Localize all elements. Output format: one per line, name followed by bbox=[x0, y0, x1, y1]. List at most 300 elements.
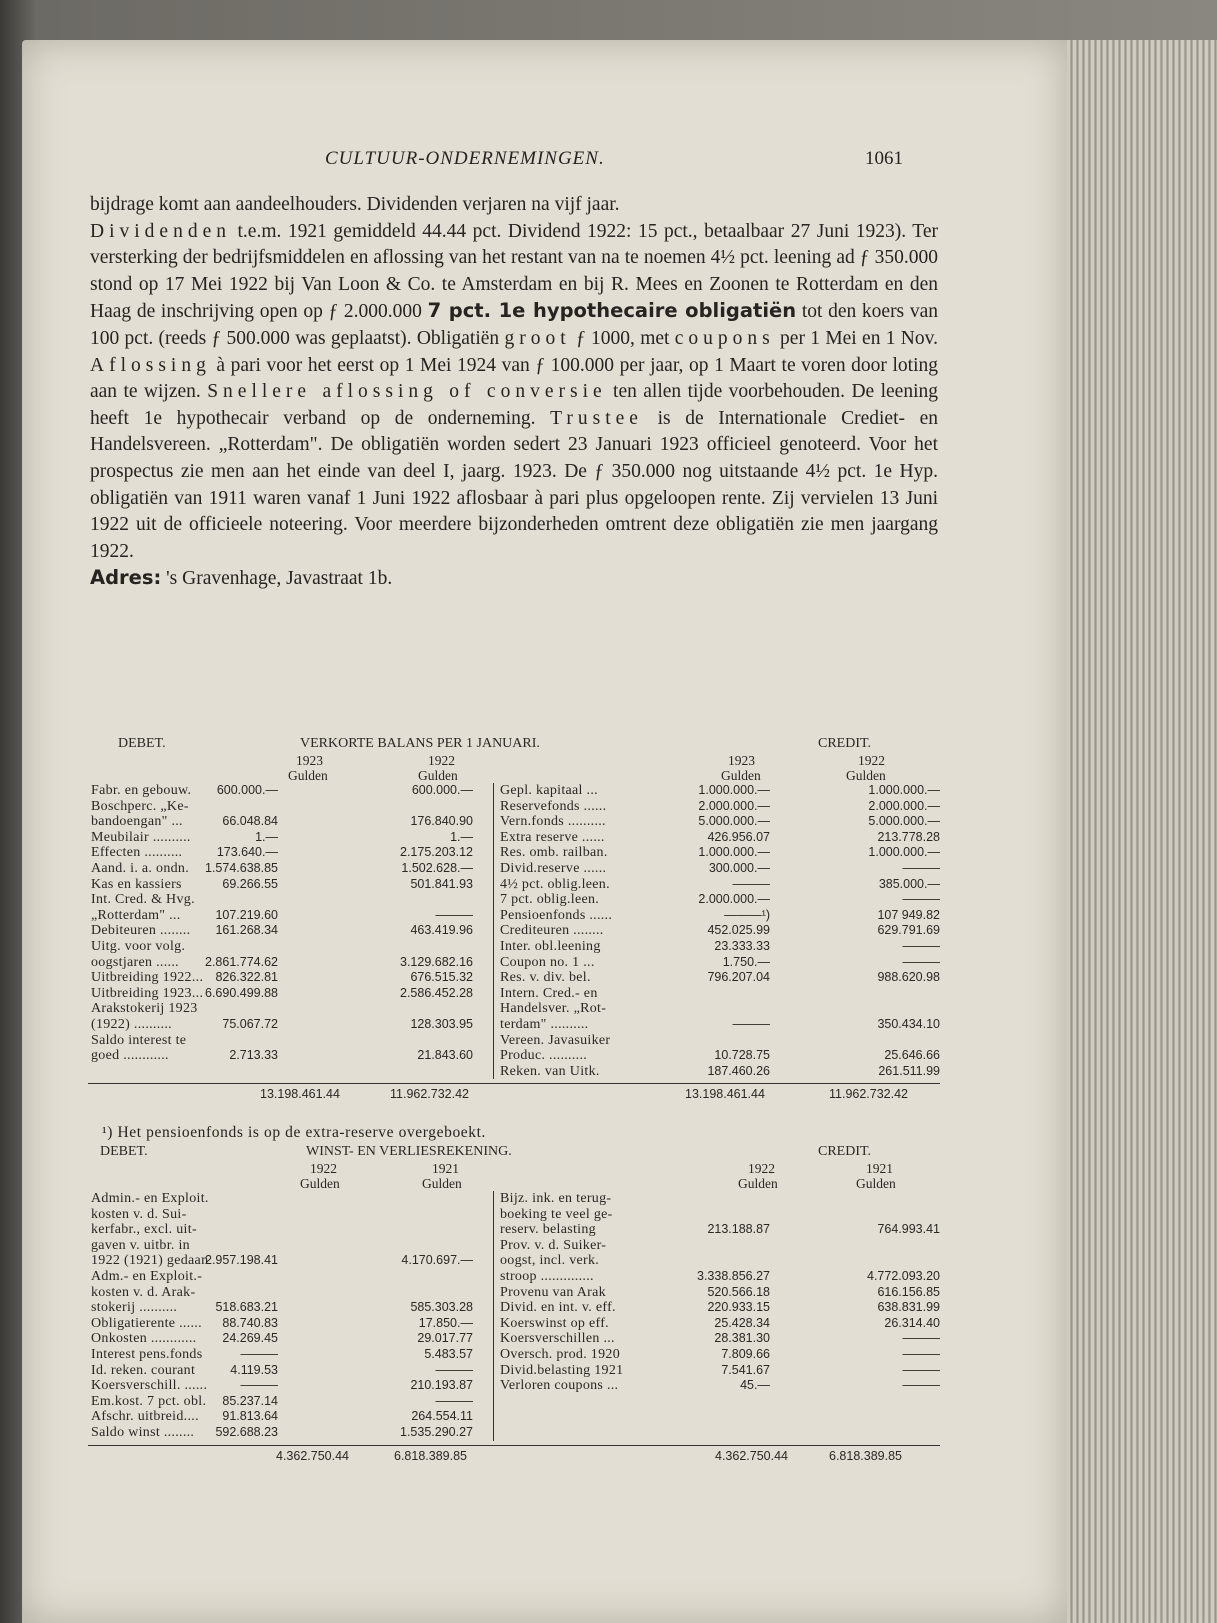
row-value-previous: ——— bbox=[902, 1331, 940, 1346]
unit-col: Gulden bbox=[288, 768, 328, 783]
table-row bbox=[88, 1347, 493, 1363]
table-row bbox=[494, 1238, 940, 1254]
row-label: Debiteuren ........ bbox=[91, 923, 191, 939]
pl-year-row bbox=[88, 1161, 940, 1176]
table-row bbox=[494, 939, 940, 955]
row-value-previous: 210.193.87 bbox=[410, 1378, 473, 1393]
row-value-current: ——— bbox=[732, 876, 770, 891]
row-value-previous: 764.993.41 bbox=[877, 1222, 940, 1237]
row-value-current: 3.338.856.27 bbox=[697, 1268, 770, 1283]
row-value-current: 2.861.774.62 bbox=[205, 954, 278, 969]
row-label: Meubilair .......... bbox=[91, 829, 191, 845]
pl-header bbox=[88, 1144, 940, 1161]
balance-debet-side bbox=[88, 783, 494, 1079]
pl-unit-row bbox=[88, 1176, 940, 1191]
row-value-current: ——— bbox=[732, 1016, 770, 1031]
row-label: Vern.fonds .......... bbox=[500, 814, 606, 830]
row-label: Fabr. en gebouw. bbox=[91, 783, 192, 798]
row-value-previous: 29.017.77 bbox=[417, 1331, 473, 1346]
unit-col: Gulden bbox=[856, 1176, 896, 1191]
row-value-previous: 26.314.40 bbox=[884, 1315, 940, 1330]
table-row bbox=[88, 877, 493, 893]
row-value-current: 5.000.000.— bbox=[698, 814, 770, 829]
table-row bbox=[88, 1033, 493, 1049]
row-value-current: 2.713.33 bbox=[229, 1048, 278, 1063]
row-label: Int. Cred. & Hvg. bbox=[91, 892, 195, 908]
row-label: Admin.- en Exploit. bbox=[91, 1191, 209, 1206]
row-value-previous: ——— bbox=[902, 1362, 940, 1377]
table-row bbox=[88, 908, 493, 924]
row-value-previous: 17.850.— bbox=[418, 1315, 473, 1330]
row-value-current: 91.813.64 bbox=[222, 1409, 278, 1424]
row-label: oogstjaren ...... bbox=[91, 954, 179, 970]
balance-totals bbox=[88, 1083, 940, 1102]
row-value-previous: 1.000.000.— bbox=[868, 845, 940, 860]
row-label: 4½ pct. oblig.leen. bbox=[500, 876, 610, 892]
row-value-previous: ——— bbox=[902, 1346, 940, 1361]
row-value-previous: ——— bbox=[435, 907, 473, 922]
balance-total: 11.962.732.42 bbox=[829, 1087, 909, 1102]
row-value-current: 10.728.75 bbox=[714, 1048, 770, 1063]
row-value-previous: ——— bbox=[435, 1393, 473, 1408]
text-run: à pari voor het eerst op 1 Mei 1924 van ƒ 100.000 per jaar, op 1 Maart te voren door loting aan te wijzen. bbox=[90, 354, 938, 403]
row-label: Boschperc. „Ke- bbox=[91, 798, 189, 814]
row-value-current: 1.000.000.— bbox=[698, 783, 770, 797]
paragraph-2 bbox=[90, 219, 938, 566]
paragraph-1-text: bijdrage komt aan aandeelhouders. Dividenden verjaren na vijf jaar. bbox=[90, 194, 620, 215]
row-value-previous: 988.620.98 bbox=[877, 970, 940, 985]
unit-col: Gulden bbox=[422, 1176, 462, 1191]
row-label: kerfabr., excl. uit- bbox=[91, 1222, 197, 1238]
row-value-previous: ——— bbox=[902, 954, 940, 969]
table-row bbox=[88, 1363, 493, 1379]
row-value-previous: 501.841.93 bbox=[410, 876, 473, 891]
balance-debet-label: DEBET. bbox=[118, 736, 166, 751]
text-run: ƒ 1000, met bbox=[570, 327, 675, 349]
table-row bbox=[494, 1253, 940, 1269]
address-value: 's Gravenhage, Javastraat 1b. bbox=[161, 568, 393, 590]
table-row bbox=[88, 799, 493, 815]
row-label: stroop .............. bbox=[500, 1268, 594, 1284]
pl-debet-label: DEBET. bbox=[100, 1144, 148, 1159]
table-row bbox=[494, 1394, 940, 1410]
row-label: Id. reken. courant bbox=[91, 1362, 196, 1378]
table-row bbox=[494, 1001, 940, 1017]
row-value-previous: 616.156.85 bbox=[877, 1284, 940, 1299]
table-row bbox=[88, 1300, 493, 1316]
table-row bbox=[494, 1191, 940, 1207]
profit-loss-account bbox=[88, 1144, 940, 1464]
table-row bbox=[494, 1378, 940, 1394]
row-label: Gepl. kapitaal ... bbox=[500, 783, 598, 798]
row-label: boeking te veel ge- bbox=[500, 1206, 613, 1222]
row-label: Pensioenfonds ...... bbox=[500, 907, 613, 923]
pl-totals bbox=[88, 1445, 940, 1464]
pl-total: 6.818.389.85 bbox=[829, 1448, 902, 1463]
row-value-current: 187.460.26 bbox=[707, 1063, 770, 1078]
row-value-previous: ——— bbox=[435, 1362, 473, 1377]
table-row bbox=[88, 1191, 493, 1207]
text-run: t.e.m. 1921 gemiddeld 44.44 pct. Dividend 1922: 15 pct., betaalbaar 27 Juni 1923). Ter versterking der bedrijfsmiddelen en aflossing van het restant van na te noemen 4½ pct. leening ad ƒ 350.000 stond op 17 Mei 1922 bij Van Loon & Co. te Amsterdam en bij R. Mees en Zoonen te Rotterdam en den Haag de inschrijving open op ƒ 2.000.000 bbox=[90, 220, 938, 323]
row-value-previous: ——— bbox=[902, 892, 940, 907]
row-value-previous: 3.129.682.16 bbox=[400, 954, 473, 969]
row-label: gaven v. uitbr. in bbox=[91, 1237, 190, 1253]
paragraph-1 bbox=[90, 192, 938, 219]
unit-col: Gulden bbox=[846, 768, 886, 783]
balance-total: 13.198.461.44 bbox=[685, 1087, 765, 1102]
row-value-current: 300.000.— bbox=[708, 860, 770, 875]
row-value-previous: 1.000.000.— bbox=[868, 783, 940, 797]
table-row bbox=[494, 986, 940, 1002]
text-run: ten allen tijde voorbehouden. De leening heeft 1e hypothecair verband op de onderneming. bbox=[90, 381, 938, 429]
table-row bbox=[88, 1238, 493, 1254]
row-label: Reservefonds ...... bbox=[500, 798, 607, 814]
balance-credit-side bbox=[494, 783, 940, 1079]
table-row bbox=[494, 955, 940, 971]
year-col: 1921 bbox=[866, 1161, 893, 1176]
row-value-current: 2.957.198.41 bbox=[205, 1253, 278, 1268]
unit-col: Gulden bbox=[721, 768, 761, 783]
row-label: Uitbreiding 1923... bbox=[91, 985, 204, 1001]
table-row bbox=[88, 861, 493, 877]
table-row bbox=[88, 1316, 493, 1332]
table-row bbox=[88, 1048, 493, 1064]
row-value-current: 7.809.66 bbox=[721, 1346, 770, 1361]
row-value-current: 173.640.— bbox=[216, 845, 278, 860]
row-label: Kas en kassiers bbox=[91, 876, 182, 892]
row-value-previous: 5.000.000.— bbox=[868, 814, 940, 829]
row-value-current: 25.428.34 bbox=[714, 1315, 770, 1330]
row-label: „Rotterdam" ... bbox=[91, 907, 181, 923]
row-label: terdam" .......... bbox=[500, 1016, 589, 1032]
row-value-previous: 213.778.28 bbox=[877, 829, 940, 844]
page-edges bbox=[1067, 40, 1217, 1623]
row-label: Koerswinst op eff. bbox=[500, 1315, 609, 1331]
table-row bbox=[88, 1222, 493, 1238]
row-value-current: 4.119.53 bbox=[230, 1362, 278, 1377]
table-row bbox=[494, 1207, 940, 1223]
unit-col: Gulden bbox=[738, 1176, 778, 1191]
row-label: bandoengan" ... bbox=[91, 814, 183, 830]
table-row bbox=[88, 783, 493, 799]
table-row bbox=[88, 970, 493, 986]
spaced-snellere: Snellere aflossing of conversie bbox=[207, 381, 607, 403]
year-col: 1922 bbox=[748, 1161, 775, 1176]
row-label: Uitbreiding 1922... bbox=[91, 970, 204, 986]
year-col: 1923 bbox=[728, 753, 755, 768]
row-value-current: 1.750.— bbox=[722, 954, 770, 969]
table-row bbox=[494, 1033, 940, 1049]
row-label: Produc. .......... bbox=[500, 1048, 588, 1064]
table-row bbox=[494, 892, 940, 908]
spaced-aflossing: Aflossing bbox=[90, 354, 211, 376]
table-row bbox=[88, 1207, 493, 1223]
row-label: Res. omb. railban. bbox=[500, 845, 608, 861]
balance-header bbox=[88, 736, 940, 753]
table-row bbox=[494, 1048, 940, 1064]
row-value-current: 1.000.000.— bbox=[698, 845, 770, 860]
section-title: CULTUUR-ONDERNEMINGEN. bbox=[325, 148, 605, 169]
pl-total: 6.818.389.85 bbox=[394, 1448, 467, 1463]
row-value-current: 426.956.07 bbox=[707, 829, 770, 844]
row-value-current: 23.333.33 bbox=[714, 938, 770, 953]
row-value-previous: 1.502.628.— bbox=[401, 860, 473, 875]
year-col: 1922 bbox=[310, 1161, 337, 1176]
row-value-previous: 2.586.452.28 bbox=[400, 985, 473, 1000]
year-col: 1923 bbox=[296, 753, 323, 768]
body-text bbox=[90, 192, 938, 593]
row-label: Aand. i. a. ondn. bbox=[91, 860, 190, 876]
row-label: stokerij .......... bbox=[91, 1300, 178, 1316]
table-row bbox=[494, 1425, 940, 1441]
row-value-current: 826.322.81 bbox=[215, 970, 278, 985]
row-value-current: 28.381.30 bbox=[714, 1331, 770, 1346]
row-value-current: 7.541.67 bbox=[721, 1362, 770, 1377]
row-label: Obligatierente ...... bbox=[91, 1315, 202, 1331]
row-label: Onkosten ............ bbox=[91, 1331, 197, 1347]
row-value-previous: 128.303.95 bbox=[410, 1016, 473, 1031]
table-row bbox=[494, 1300, 940, 1316]
row-value-previous: 176.840.90 bbox=[410, 814, 473, 829]
row-label: Effecten .......... bbox=[91, 845, 183, 861]
row-label: Verloren coupons ... bbox=[500, 1378, 619, 1394]
row-value-current: 220.933.15 bbox=[707, 1300, 770, 1315]
table-row bbox=[494, 814, 940, 830]
row-value-current: ——— bbox=[240, 1378, 278, 1393]
table-row bbox=[494, 830, 940, 846]
row-value-previous: 4.170.697.— bbox=[401, 1253, 473, 1268]
table-row bbox=[494, 1316, 940, 1332]
address-line bbox=[90, 565, 938, 593]
unit-col: Gulden bbox=[300, 1176, 340, 1191]
balance-year-row bbox=[88, 753, 940, 768]
table-row bbox=[88, 955, 493, 971]
table-row bbox=[88, 892, 493, 908]
row-value-previous: ——— bbox=[902, 860, 940, 875]
balance-total: 11.962.732.42 bbox=[390, 1087, 470, 1102]
row-value-current: 592.688.23 bbox=[215, 1424, 278, 1439]
spaced-groot: groot bbox=[504, 327, 571, 349]
address-label: Adres: bbox=[90, 566, 162, 590]
row-label: Coupon no. 1 ... bbox=[500, 954, 595, 970]
row-value-current: 213.188.87 bbox=[707, 1222, 770, 1237]
text-run: is de Internationale Crediet- en Handelsvereen. „Rotterdam". De obligatiën worden sedert 23 Januari 1923 officieel genoteerd. Voor het prospectus zie men aan het einde van deel I, jaarg. 1923. De ƒ 350.000 nog uitstaande 4½ pct. 1e Hyp. obligatiën van 1911 waren vanaf 1 Juni 1922 aflosbaar à pari plus opgeloopen rente. Zij vervielen 13 Juni 1922 uit de officieele noteering. Voor meerdere bijzonderheden omtrent deze obligatiën zie men jaargang 1922. bbox=[90, 407, 938, 562]
row-label: Prov. v. d. Suiker- bbox=[500, 1237, 607, 1253]
row-value-previous: 25.646.66 bbox=[884, 1048, 940, 1063]
row-label: Vereen. Javasuiker bbox=[500, 1032, 611, 1048]
row-value-previous: 1.535.290.27 bbox=[400, 1424, 473, 1439]
balance-credit-label: CREDIT. bbox=[818, 736, 872, 751]
table-row bbox=[494, 799, 940, 815]
table-row bbox=[88, 1269, 493, 1285]
row-label: Saldo winst ........ bbox=[91, 1424, 195, 1440]
row-label: Koersverschill. ...... bbox=[91, 1378, 208, 1394]
row-value-previous: 107 949.82 bbox=[877, 907, 940, 922]
unit-col: Gulden bbox=[418, 768, 458, 783]
spaced-coupons: coupons bbox=[674, 327, 775, 349]
row-label: (1922) .......... bbox=[91, 1016, 172, 1032]
year-col: 1921 bbox=[432, 1161, 459, 1176]
table-row bbox=[494, 1064, 940, 1080]
text-run: tot den koers van 100 pct. (reeds ƒ 500.000 was geplaatst). Obligatiën bbox=[90, 301, 938, 349]
row-label: Interest pens.fonds bbox=[91, 1346, 203, 1362]
row-value-current: 520.566.18 bbox=[707, 1284, 770, 1299]
row-value-current: 161.268.34 bbox=[215, 923, 278, 938]
row-value-current: 2.000.000.— bbox=[698, 892, 770, 907]
pl-debet-side bbox=[88, 1191, 494, 1441]
row-value-previous: 261.511.99 bbox=[878, 1063, 940, 1078]
row-label: Reken. van Uitk. bbox=[500, 1063, 600, 1079]
table-row bbox=[88, 1394, 493, 1410]
table-row bbox=[88, 1285, 493, 1301]
row-value-current: 600.000.— bbox=[216, 783, 278, 797]
table-row bbox=[88, 986, 493, 1002]
row-label: Handelsver. „Rot- bbox=[500, 1001, 607, 1017]
table-row bbox=[494, 908, 940, 924]
row-label: Em.kost. 7 pct. obl. bbox=[91, 1393, 207, 1409]
row-label: Uitg. voor volg. bbox=[91, 938, 186, 954]
row-label: Provenu van Arak bbox=[500, 1284, 606, 1300]
table-row bbox=[494, 923, 940, 939]
table-row bbox=[494, 877, 940, 893]
row-value-previous: 638.831.99 bbox=[877, 1300, 940, 1315]
pl-credit-label: CREDIT. bbox=[818, 1144, 872, 1159]
pl-title: WINST- EN VERLIESREKENING. bbox=[306, 1144, 512, 1159]
row-value-current: 518.683.21 bbox=[215, 1300, 278, 1315]
row-label: Oversch. prod. 1920 bbox=[500, 1346, 621, 1362]
row-label: goed ............ bbox=[91, 1048, 169, 1064]
row-label: Inter. obl.leening bbox=[500, 938, 601, 954]
year-col: 1922 bbox=[428, 753, 455, 768]
row-value-current: 66.048.84 bbox=[222, 814, 278, 829]
table-row bbox=[494, 970, 940, 986]
pl-total: 4.362.750.44 bbox=[276, 1448, 349, 1463]
spaced-dividenden: Dividenden bbox=[90, 220, 231, 242]
table-row bbox=[494, 1222, 940, 1238]
row-value-previous: 1.— bbox=[450, 829, 473, 844]
table-row bbox=[494, 1331, 940, 1347]
table-row bbox=[494, 783, 940, 799]
running-header bbox=[0, 148, 1217, 178]
row-value-current: 88.740.83 bbox=[222, 1315, 278, 1330]
row-value-previous: 600.000.— bbox=[411, 783, 473, 797]
spaced-trustee: Trustee bbox=[550, 407, 643, 429]
row-label: 7 pct. oblig.leen. bbox=[500, 892, 600, 908]
row-label: Adm.- en Exploit.- bbox=[91, 1268, 203, 1284]
row-label: 1922 (1921) gedaan bbox=[91, 1253, 209, 1269]
table-row bbox=[494, 1017, 940, 1033]
row-value-current: 75.067.72 bbox=[222, 1016, 278, 1031]
row-value-current: 6.690.499.88 bbox=[205, 985, 278, 1000]
row-label: Divid.reserve ...... bbox=[500, 860, 607, 876]
row-label: kosten v. d. Sui- bbox=[91, 1206, 187, 1222]
row-value-current: 796.207.04 bbox=[707, 970, 770, 985]
row-label: Intern. Cred.- en bbox=[500, 985, 598, 1001]
table-row bbox=[88, 1378, 493, 1394]
table-row bbox=[494, 845, 940, 861]
row-label: Divid. en int. v. eff. bbox=[500, 1300, 616, 1316]
year-col: 1922 bbox=[858, 753, 885, 768]
table-row bbox=[88, 1425, 493, 1441]
balance-title: VERKORTE BALANS PER 1 JANUARI. bbox=[300, 736, 540, 751]
row-label: Afschr. uitbreid.... bbox=[91, 1409, 199, 1425]
row-label: kosten v. d. Arak- bbox=[91, 1284, 196, 1300]
row-value-current: 452.025.99 bbox=[707, 923, 770, 938]
row-label: oogst, incl. verk. bbox=[500, 1253, 600, 1269]
row-value-current: 69.266.55 bbox=[222, 876, 278, 891]
row-label: Extra reserve ...... bbox=[500, 829, 605, 845]
text-run: per 1 Mei en 1 Nov. bbox=[774, 327, 938, 349]
row-value-current: 45.— bbox=[740, 1378, 770, 1393]
table-row bbox=[494, 1285, 940, 1301]
row-value-previous: 21.843.60 bbox=[417, 1048, 473, 1063]
table-row bbox=[88, 1064, 493, 1080]
row-label: Crediteuren ........ bbox=[500, 923, 604, 939]
row-value-previous: 350.434.10 bbox=[877, 1016, 940, 1031]
table-row bbox=[88, 1409, 493, 1425]
row-label: Bijz. ink. en terug- bbox=[500, 1191, 612, 1206]
table-row bbox=[88, 1253, 493, 1269]
table-row bbox=[494, 1409, 940, 1425]
row-label: Saldo interest te bbox=[91, 1032, 187, 1048]
row-value-current: ——— bbox=[240, 1346, 278, 1361]
table-row bbox=[88, 1017, 493, 1033]
row-label: Koersverschillen ... bbox=[500, 1331, 615, 1347]
table-row bbox=[494, 1347, 940, 1363]
table-row bbox=[88, 1001, 493, 1017]
row-value-current: 85.237.14 bbox=[222, 1393, 278, 1408]
row-value-previous: 5.483.57 bbox=[424, 1346, 473, 1361]
row-value-previous: 676.515.32 bbox=[410, 970, 473, 985]
table-row bbox=[88, 939, 493, 955]
row-value-previous: ——— bbox=[902, 1378, 940, 1393]
table-row bbox=[494, 1269, 940, 1285]
table-row bbox=[88, 923, 493, 939]
pl-credit-side bbox=[494, 1191, 940, 1441]
table-row bbox=[88, 1331, 493, 1347]
row-label: Arakstokerij 1923 bbox=[91, 1001, 198, 1017]
row-value-previous: 629.791.69 bbox=[877, 923, 940, 938]
row-value-previous: 585.303.28 bbox=[410, 1300, 473, 1315]
row-value-previous: 385.000.— bbox=[878, 876, 940, 891]
row-value-previous: 2.175.203.12 bbox=[400, 845, 473, 860]
row-value-current: 107.219.60 bbox=[215, 907, 278, 922]
page-number: 1061 bbox=[865, 148, 903, 169]
row-value-current: ———¹) bbox=[724, 907, 770, 922]
row-value-previous: 463.419.96 bbox=[410, 923, 473, 938]
footnote: ¹) Het pensioenfonds is op de extra-reserve overgeboekt. bbox=[102, 1124, 487, 1141]
row-value-current: 24.269.45 bbox=[222, 1331, 278, 1346]
bold-7pct: 7 pct. 1e hypothecaire obligatiën bbox=[427, 299, 797, 323]
table-row bbox=[88, 845, 493, 861]
row-value-current: 1.— bbox=[255, 829, 278, 844]
table-row bbox=[494, 861, 940, 877]
row-value-previous: 4.772.093.20 bbox=[867, 1268, 940, 1283]
row-label: Divid.belasting 1921 bbox=[500, 1362, 624, 1378]
table-row bbox=[88, 830, 493, 846]
table-row bbox=[494, 1363, 940, 1379]
table-row bbox=[88, 814, 493, 830]
row-value-previous: ——— bbox=[902, 938, 940, 953]
balance-total: 13.198.461.44 bbox=[260, 1087, 340, 1102]
row-value-previous: 264.554.11 bbox=[411, 1409, 473, 1424]
row-label: reserv. belasting bbox=[500, 1222, 596, 1238]
pl-columns bbox=[88, 1191, 940, 1441]
row-value-current: 2.000.000.— bbox=[698, 798, 770, 813]
balance-sheet bbox=[88, 736, 940, 1102]
balance-columns bbox=[88, 783, 940, 1079]
balance-unit-row bbox=[88, 768, 940, 783]
